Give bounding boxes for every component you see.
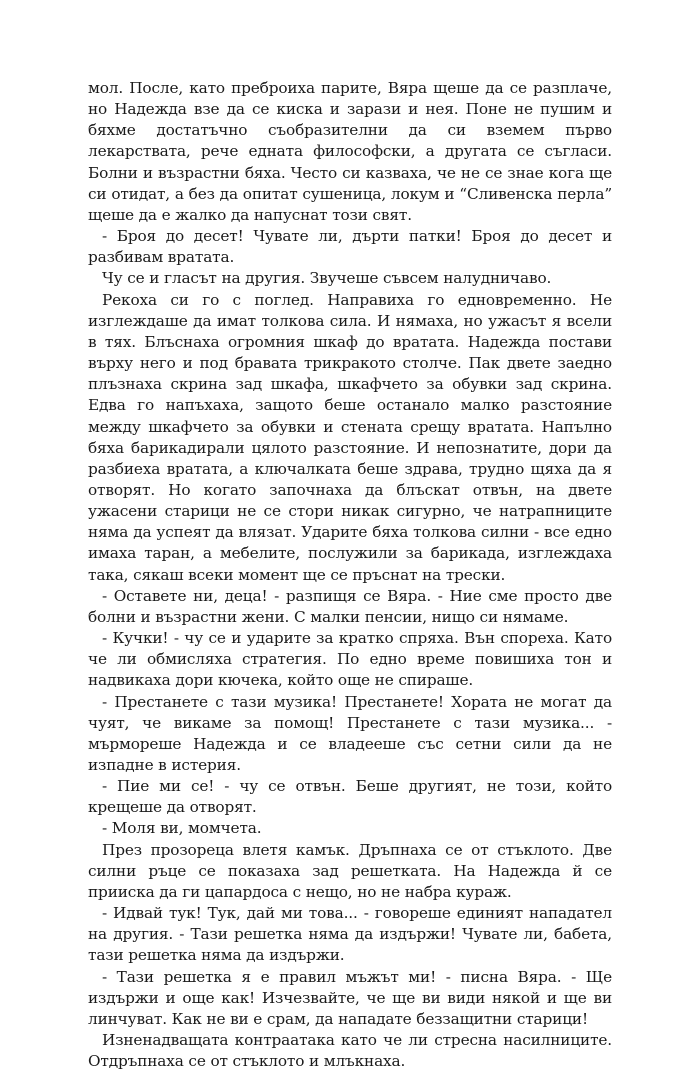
paragraph: Рекоха си го с поглед. Направиха го едновременно. Не изглеждаше да имат толкова сила. И нямаха, но ужасът я всели в тях. Блъснаха огромния шкаф до вратата. Надежда постави върху него и под бравата трикракото столче. Пак двете заедно плъзнаха скрина зад шкафа, шкафчето за обувки зад скрина. Едва го напъхаха, защото беше останало малко разстояние между шкафчето за обувки и стената срещу вратата. Напълно бяха барикадирали цялото разстояние. И непознатите, дори да разбиеха вратата, а ключалката беше здрава, трудно щяха да я отворят. Но когато започнаха да блъскат отвън, на двете ужасени старици не се стори никак сигурно, че натрапниците няма да успеят да влязат. Ударите бяха толкова силни - все едно имаха таран, а мебелите, послужили за барикада, изглеждаха така, сякаш всеки момент ще се пръснат на трески. [88, 290, 612, 584]
paragraph: - Пие ми се! - чу се отвън. Беше другият, не този, който крещеше да отворят. [88, 777, 612, 817]
paragraph: - Престанете с тази музика! Престанете! Хората не могат да чуят, че викаме за помощ! Престанете с тази музика... - мърмореше Надежда и се владееше със сетни сили да не изпадне в истерия. [88, 692, 612, 774]
paragraph: - Кучки! - чу се и ударите за кратко спряха. Вън спореха. Като че ли обмисляха стратегия. По едно време повишиха тон и надвикаха дори кючека, който още не спираше. [88, 629, 612, 690]
paragraph: - Оставете ни, деца! - разпищя се Вяра. - Ние сме просто две болни и възрастни жени. С малки пенсии, нищо си нямаме. [88, 586, 612, 626]
paragraph: - Броя до десет! Чувате ли, дърти патки! Броя до десет и разбивам вратата. [88, 227, 612, 267]
paragraph: През прозореца влетя камък. Дръпнаха се от стъклото. Две силни ръце се показаха зад решетката. На Надежда й се прииска да ги цапардоса с нещо, но не набра кураж. [88, 840, 612, 901]
paragraph: - Идвай тук! Тук, дай ми това... - говореше единият нападател на другия. - Тази решетка няма да издържи! Чувате ли, бабета, тази решетка няма да издържи. [88, 904, 612, 965]
paragraph: - Тази решетка я е правил мъжът ми! - писна Вяра. - Ще издържи и още как! Изчезвайте, че ще ви види някой и ще ви линчуват. Как не ви е срам, да нападате беззащитни старици! [88, 967, 612, 1028]
page-body-text [88, 78, 612, 1072]
paragraph: Чу се и гласът на другия. Звучеше съвсем налудничаво. [102, 269, 552, 288]
paragraph: - Моля ви, момчета. [102, 819, 262, 838]
paragraph: мол. После, като преброиха парите, Вяра щеше да се разплаче, но Надежда взе да се киска и зарази и нея. Поне не пушим и бяхме достатъчно съобразителни да си вземем първо лекарствата, рече едната философски, а другата се съгласи. Болни и възрастни бяха. Често си казваха, че не се знае кога ще си отидат, а без да опитат сушеница, локум и “Сливенска перла” щеше да е жалко да напуснат този свят. [88, 79, 612, 224]
paragraph: Изненадващата контраатака като че ли стресна насилниците. Отдръпнаха се от стъклото и млъкнаха. [88, 1031, 612, 1071]
